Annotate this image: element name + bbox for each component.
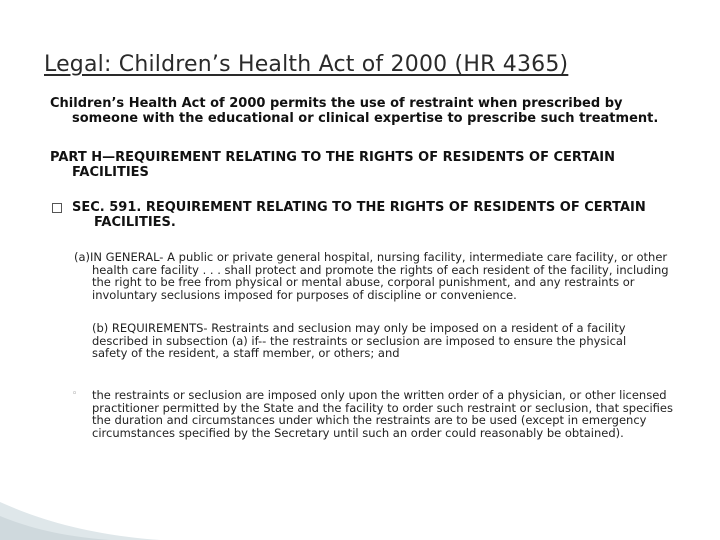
slide-title: Legal: Children’s Health Act of 2000 (HR 4365) (44, 52, 569, 77)
paragraph-c: the restraints or seclusion are imposed only upon the written order of a physician, or other licensed practitioner permitted by the State and the facility to order such restraint or seclusion, that specifies the duration and circumstances under which the restraints are to be used (except in emergency circumstances specified by the Secretary until such an order could reasonably be obtained). (92, 388, 673, 440)
paragraph-b: (b) REQUIREMENTS- Restraints and seclusion may only be imposed on a resident of a facility described in subsection (a) if-- the restraints or seclusion are imposed to ensure the physical safety of the resident, a staff member, or others; and (92, 321, 627, 360)
circle-bullet-icon: ◦ (72, 389, 78, 399)
section-heading: SEC. 591. REQUIREMENT RELATING TO THE RIGHTS OF RESIDENTS OF CERTAIN FACILITIES. (72, 200, 646, 230)
square-bullet-icon (52, 203, 62, 213)
part-heading: PART H—REQUIREMENT RELATING TO THE RIGHTS OF RESIDENTS OF CERTAIN FACILITIES (50, 150, 615, 180)
decorative-wave (0, 480, 720, 540)
intro-text: Children’s Health Act of 2000 permits the use of restraint when prescribed by someone with the educational or clinical expertise to prescribe such treatment. (50, 96, 659, 126)
paragraph-a: (a)IN GENERAL- A public or private general hospital, nursing facility, intermediate care facility, or other health care facility . . . shall protect and promote the rights of each resident of the facility, including the right to be free from physical or mental abuse, corporal punishment, and any restraints or involuntary seclusions imposed for purposes of discipline or convenience. (74, 250, 669, 302)
